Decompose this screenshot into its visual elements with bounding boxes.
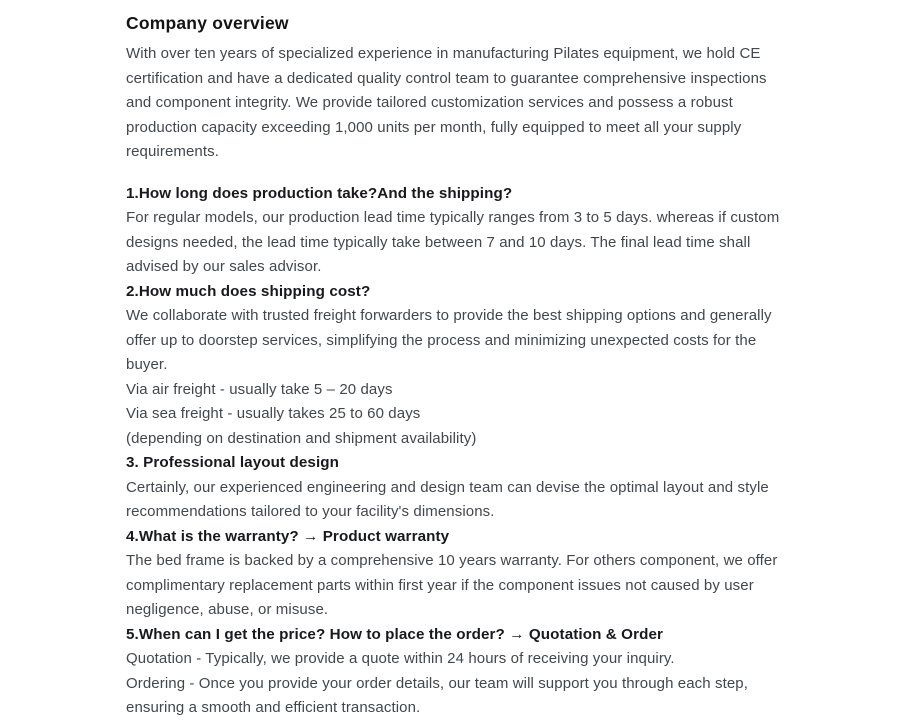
faq-section — [126, 525, 796, 623]
faq-answer: Quotation - Typically, we provide a quote within 24 hours of receiving your inquiry. — [126, 650, 675, 667]
faq-section — [126, 623, 796, 721]
faq-answer: (depending on destination and shipment availability) — [126, 429, 477, 447]
page-title: Company overview — [126, 13, 289, 33]
faq-question: 5.When can I get the price? How to place the order? → Quotation & Order — [126, 625, 664, 643]
faq-answer: Via sea freight - usually takes 25 to 60 days — [126, 405, 421, 422]
faq-question: 4.What is the warranty? → Product warranty — [126, 527, 450, 545]
faq-question: 1.How long does production take?And the shipping? — [126, 184, 513, 202]
faq-question: 2.How much does shipping cost? — [126, 282, 371, 300]
faq-section — [126, 280, 796, 452]
faq-answer: The bed frame is backed by a comprehensive 10 years warranty. For others component, we offer complimentary replacement parts within first year if the component issues not caused by user negligence, abuse, or misuse. — [126, 552, 778, 618]
faq-answer: Certainly, our experienced engineering and design team can devise the optimal layout and style recommendations tailored to your facility's dimensions. — [126, 478, 769, 520]
faq-answer: We collaborate with trusted freight forwarders to provide the best shipping options and generally offer up to doorstep services, simplifying the process and minimizing unexpected costs for the buyer. — [126, 307, 772, 373]
faq-answer: Ordering - Once you provide your order details, our team will support you through each step, ensuring a smooth and efficient transaction. — [126, 674, 749, 716]
faq-answer: For regular models, our production lead time typically ranges from 3 to 5 days. whereas if custom designs needed, the lead time typically take between 7 and 10 days. The final lead time shall advised by our sales advisor. — [126, 209, 780, 275]
faq-section — [126, 451, 796, 525]
faq-answer: Via air freight - usually take 5 – 20 days — [126, 380, 393, 398]
intro-paragraph: With over ten years of specialized experience in manufacturing Pilates equipment, we hold CE certification and have a dedicated quality control team to guarantee comprehensive inspections and component integrity. We provide tailored customization services and possess a robust production capacity exceeding 1,000 units per month, fully equipped to meet all your supply requirements. — [126, 45, 767, 160]
faq-question: 3. Professional layout design — [126, 454, 340, 471]
company-overview-section — [126, 12, 796, 721]
faq-list — [126, 182, 796, 721]
faq-section — [126, 182, 796, 280]
